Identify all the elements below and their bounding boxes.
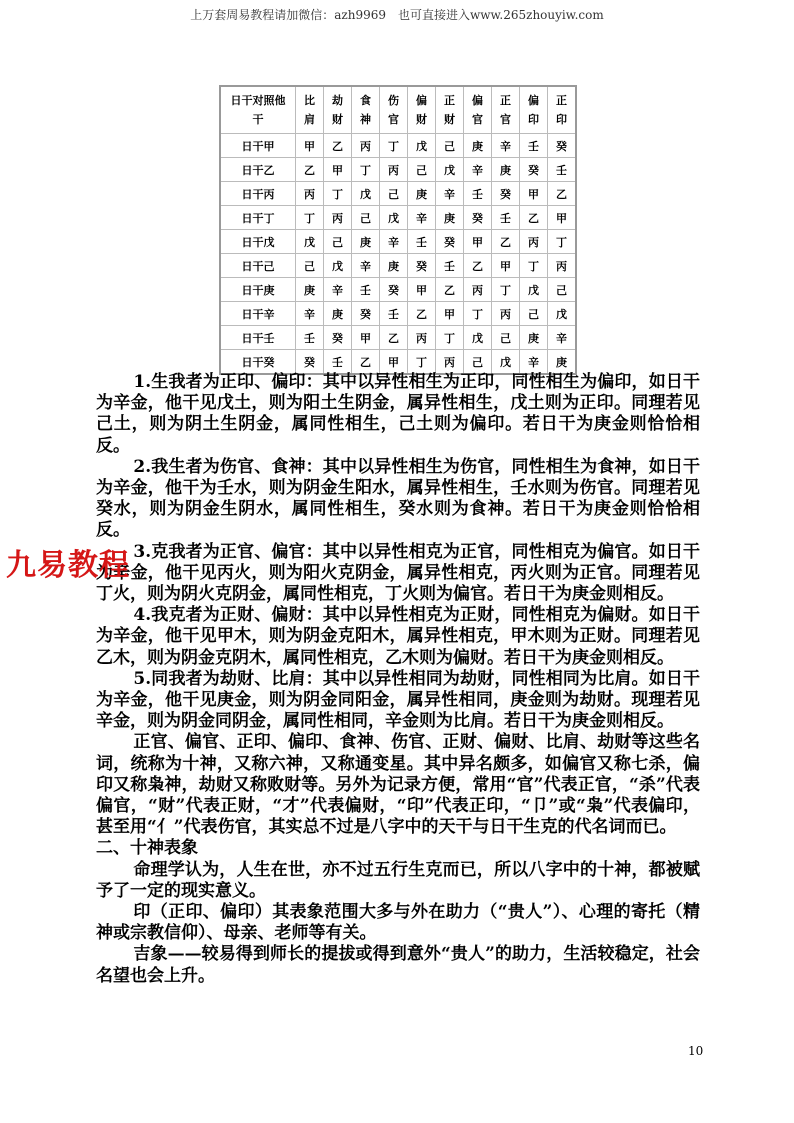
- page-header: 上万套周易教程请加微信：azh9969 也可直接进入www.265zhouyiw.com: [190, 8, 604, 22]
- table-cell: 丙: [548, 254, 577, 278]
- table-cell: 丁: [380, 134, 408, 158]
- column-header-line1: 偏: [472, 94, 483, 107]
- table-cell: 癸: [520, 158, 548, 182]
- table-row: [220, 134, 576, 158]
- table-cell: 庚: [520, 326, 548, 350]
- table-cell: 甲: [324, 158, 352, 182]
- table-corner-cell: [220, 86, 296, 134]
- corner-line-2: 干: [252, 113, 264, 126]
- column-header: [324, 86, 352, 134]
- column-header-line1: 正: [556, 94, 567, 107]
- column-header-line2: 财: [332, 113, 343, 126]
- table-cell: 己: [492, 326, 520, 350]
- table-cell: 丙: [352, 134, 380, 158]
- table-cell: 壬: [520, 134, 548, 158]
- column-header-line2: 官: [388, 113, 399, 126]
- paragraph: 印（正印、偏印）其表象范围大多与外在助力（“贵人”）、心理的寄托（精神或宗教信仰）、母亲、老师等有关。: [96, 902, 700, 944]
- table-cell: 庚: [548, 350, 577, 375]
- column-header-line1: 比: [304, 94, 315, 107]
- body-text: [96, 372, 700, 987]
- table-cell: 辛: [464, 158, 492, 182]
- row-label: 日干辛: [220, 302, 296, 326]
- table-cell: 己: [324, 230, 352, 254]
- table-cell: 乙: [548, 182, 577, 206]
- paragraph: 吉象——较易得到师长的提拔或得到意外“贵人”的助力，生活较稳定，社会名望也会上升。: [96, 944, 700, 986]
- table-row: [220, 206, 576, 230]
- column-header-line2: 财: [444, 113, 455, 126]
- table-cell: 丁: [296, 206, 324, 230]
- table-row: [220, 326, 576, 350]
- table-cell: 丙: [408, 326, 436, 350]
- row-label: 日干庚: [220, 278, 296, 302]
- table-cell: 丁: [352, 158, 380, 182]
- table-cell: 癸: [492, 182, 520, 206]
- table-cell: 戊: [380, 206, 408, 230]
- table-cell: 壬: [296, 326, 324, 350]
- table-cell: 壬: [380, 302, 408, 326]
- table-cell: 丁: [436, 326, 464, 350]
- table-cell: 乙: [324, 134, 352, 158]
- table-cell: 甲: [408, 278, 436, 302]
- table-cell: 庚: [380, 254, 408, 278]
- table-cell: 丙: [492, 302, 520, 326]
- paragraph: 2.我生者为伤官、食神：其中以异性相生为伤官，同性相生为食神，如日干为辛金，他干为壬水，则为阴金生阳水，属异性相生，壬水则为伤官。同理若见癸水，则为阴金生阴水，属同性相生，癸水则为食神。若日干为庚金则恰恰相反。: [96, 456, 700, 541]
- table-cell: 戊: [464, 326, 492, 350]
- table-cell: 甲: [464, 230, 492, 254]
- table-cell: 癸: [324, 326, 352, 350]
- table-cell: 癸: [352, 302, 380, 326]
- row-label: 日干甲: [220, 134, 296, 158]
- table-row: [220, 158, 576, 182]
- table-cell: 甲: [492, 254, 520, 278]
- table-cell: 辛: [436, 182, 464, 206]
- column-header-line2: 印: [528, 113, 539, 126]
- column-header: [436, 86, 464, 134]
- table-cell: 乙: [492, 230, 520, 254]
- table-row: [220, 302, 576, 326]
- table-cell: 甲: [520, 182, 548, 206]
- row-label: 日干丙: [220, 182, 296, 206]
- table-cell: 己: [548, 278, 577, 302]
- table-cell: 丙: [380, 158, 408, 182]
- table-cell: 壬: [408, 230, 436, 254]
- row-label: 日干乙: [220, 158, 296, 182]
- table-cell: 庚: [436, 206, 464, 230]
- table-cell: 庚: [324, 302, 352, 326]
- table-cell: 癸: [296, 350, 324, 375]
- table-cell: 己: [408, 158, 436, 182]
- table-cell: 庚: [408, 182, 436, 206]
- column-header: [352, 86, 380, 134]
- table-cell: 戊: [492, 350, 520, 375]
- table-cell: 己: [296, 254, 324, 278]
- table-cell: 戊: [408, 134, 436, 158]
- table-cell: 壬: [352, 278, 380, 302]
- section-heading: 二、十神表象: [96, 838, 198, 859]
- table-cell: 己: [436, 134, 464, 158]
- watermark: 九易教程: [6, 548, 130, 583]
- paragraph: 正官、偏官、正印、偏印、食神、伤官、正财、偏财、比肩、劫财等这些名词，统称为十神，又称六神，又称通变星。其中异名颇多，如偏官又称七杀，偏印又称枭神，劫财又称败财等。另外为记录方便，常用“官”代表正官，“杀”代表偏官，“财”代表正财，“才”代表偏财，“印”代表正印，“卩”或“枭”代表偏印，甚至用“亻”代表伤官，其实总不过是八字中的天干与日干生克的代名词而已。: [96, 732, 700, 838]
- table-cell: 丙: [324, 206, 352, 230]
- page-number: 10: [688, 1044, 704, 1058]
- table-cell: 己: [380, 182, 408, 206]
- table-cell: 丙: [464, 278, 492, 302]
- table-cell: 壬: [436, 254, 464, 278]
- column-header: [296, 86, 324, 134]
- paragraph: 1.生我者为正印、偏印：其中以异性相生为正印，同性相生为偏印，如日干为辛金，他干见戊土，则为阳土生阴金，属异性相生，戊土则为正印。同理若见己土，则为阴土生阴金，属同性相生，己土则为偏印。若日干为庚金则恰恰相反。: [96, 372, 700, 456]
- column-header: [408, 86, 436, 134]
- table-cell: 壬: [324, 350, 352, 375]
- ten-gods-table: [219, 85, 577, 375]
- table-cell: 癸: [548, 134, 577, 158]
- table-cell: 庚: [464, 134, 492, 158]
- table-cell: 辛: [548, 326, 577, 350]
- table-cell: 辛: [324, 278, 352, 302]
- column-header-line1: 正: [444, 94, 455, 107]
- table-cell: 乙: [436, 278, 464, 302]
- table-cell: 戊: [324, 254, 352, 278]
- column-header-line2: 神: [360, 113, 371, 126]
- table-cell: 丁: [492, 278, 520, 302]
- table-cell: 癸: [436, 230, 464, 254]
- table-cell: 乙: [464, 254, 492, 278]
- corner-line-1: 日干对照他: [230, 94, 286, 107]
- table-cell: 戊: [548, 302, 577, 326]
- table-cell: 乙: [296, 158, 324, 182]
- row-label: 日干己: [220, 254, 296, 278]
- column-header: [548, 86, 577, 134]
- table-cell: 己: [520, 302, 548, 326]
- table-cell: 庚: [352, 230, 380, 254]
- table-row: [220, 254, 576, 278]
- table-cell: 辛: [380, 230, 408, 254]
- table-cell: 辛: [408, 206, 436, 230]
- column-header: [380, 86, 408, 134]
- paragraph: 命理学认为，人生在世，亦不过五行生克而已，所以八字中的十神，都被赋予了一定的现实意义。: [96, 859, 700, 901]
- table-cell: 丙: [520, 230, 548, 254]
- column-header-line2: 印: [556, 113, 567, 126]
- row-label: 日干癸: [220, 350, 296, 375]
- row-label: 日干壬: [220, 326, 296, 350]
- column-header-line2: 肩: [304, 113, 315, 126]
- column-header: [464, 86, 492, 134]
- paragraph: 3.克我者为正官、偏官：其中以异性相克为正官，同性相克为偏官。如日干为辛金，他干见丙火，则为阳火克阴金，属异性相克，丙火则为正官。同理若见丁火，则为阴火克阴金，属同性相克，丁火则为偏官。若日干为庚金则相反。: [96, 541, 700, 605]
- table-cell: 戊: [352, 182, 380, 206]
- table-cell: 壬: [464, 182, 492, 206]
- table-cell: 甲: [436, 302, 464, 326]
- table-row: [220, 230, 576, 254]
- table-cell: 戊: [296, 230, 324, 254]
- column-header-line2: 官: [500, 113, 511, 126]
- table-cell: 甲: [352, 326, 380, 350]
- table-cell: 甲: [296, 134, 324, 158]
- table-cell: 乙: [520, 206, 548, 230]
- table-cell: 庚: [296, 278, 324, 302]
- column-header: [520, 86, 548, 134]
- table-cell: 乙: [408, 302, 436, 326]
- table-cell: 乙: [352, 350, 380, 375]
- column-header-line1: 食: [360, 94, 371, 107]
- table-cell: 丁: [548, 230, 577, 254]
- table-cell: 甲: [380, 350, 408, 375]
- table-cell: 壬: [492, 206, 520, 230]
- table-cell: 丁: [520, 254, 548, 278]
- table-row: [220, 278, 576, 302]
- table-row: [220, 182, 576, 206]
- table-cell: 辛: [492, 134, 520, 158]
- table-header-row: [220, 86, 576, 134]
- column-header-line1: 正: [500, 94, 511, 107]
- table-cell: 己: [352, 206, 380, 230]
- paragraph: 4.我克者为正财、偏财：其中以异性相克为正财，同性相克为偏财。如日干为辛金，他干见甲木，则为阴金克阳木，属异性相克，甲木则为正财。同理若见乙木，则为阴金克阴木，属同性相克，乙木则为偏财。若日干为庚金则相反。: [96, 605, 700, 668]
- paragraph: 5.同我者为劫财、比肩：其中以异性相同为劫财，同性相同为比肩。如日干为辛金，他干见庚金，则为阴金同阳金，属异性相同，庚金则为劫财。现理若见辛金，则为阴金同阴金，属同性相同，辛金则为比肩。若日干为庚金则相反。: [96, 668, 700, 732]
- table-cell: 戊: [436, 158, 464, 182]
- table-cell: 癸: [380, 278, 408, 302]
- row-label: 日干戊: [220, 230, 296, 254]
- table-cell: 丙: [296, 182, 324, 206]
- column-header-line2: 财: [416, 113, 427, 126]
- column-header-line1: 偏: [416, 94, 427, 107]
- table-cell: 乙: [380, 326, 408, 350]
- table-row: [220, 350, 576, 375]
- table-cell: 丙: [436, 350, 464, 375]
- table-cell: 丁: [408, 350, 436, 375]
- column-header-line2: 官: [472, 113, 483, 126]
- column-header-line1: 劫: [332, 94, 343, 107]
- table-cell: 甲: [548, 206, 577, 230]
- table-cell: 癸: [408, 254, 436, 278]
- table-cell: 戊: [520, 278, 548, 302]
- column-header-line1: 伤: [388, 94, 399, 107]
- table-cell: 辛: [296, 302, 324, 326]
- table-cell: 己: [464, 350, 492, 375]
- table-cell: 辛: [520, 350, 548, 375]
- table-cell: 丁: [324, 182, 352, 206]
- table-cell: 壬: [548, 158, 577, 182]
- table-cell: 辛: [352, 254, 380, 278]
- table-cell: 庚: [492, 158, 520, 182]
- row-label: 日干丁: [220, 206, 296, 230]
- table-cell: 丁: [464, 302, 492, 326]
- table-cell: 癸: [464, 206, 492, 230]
- column-header-line1: 偏: [528, 94, 539, 107]
- column-header: [492, 86, 520, 134]
